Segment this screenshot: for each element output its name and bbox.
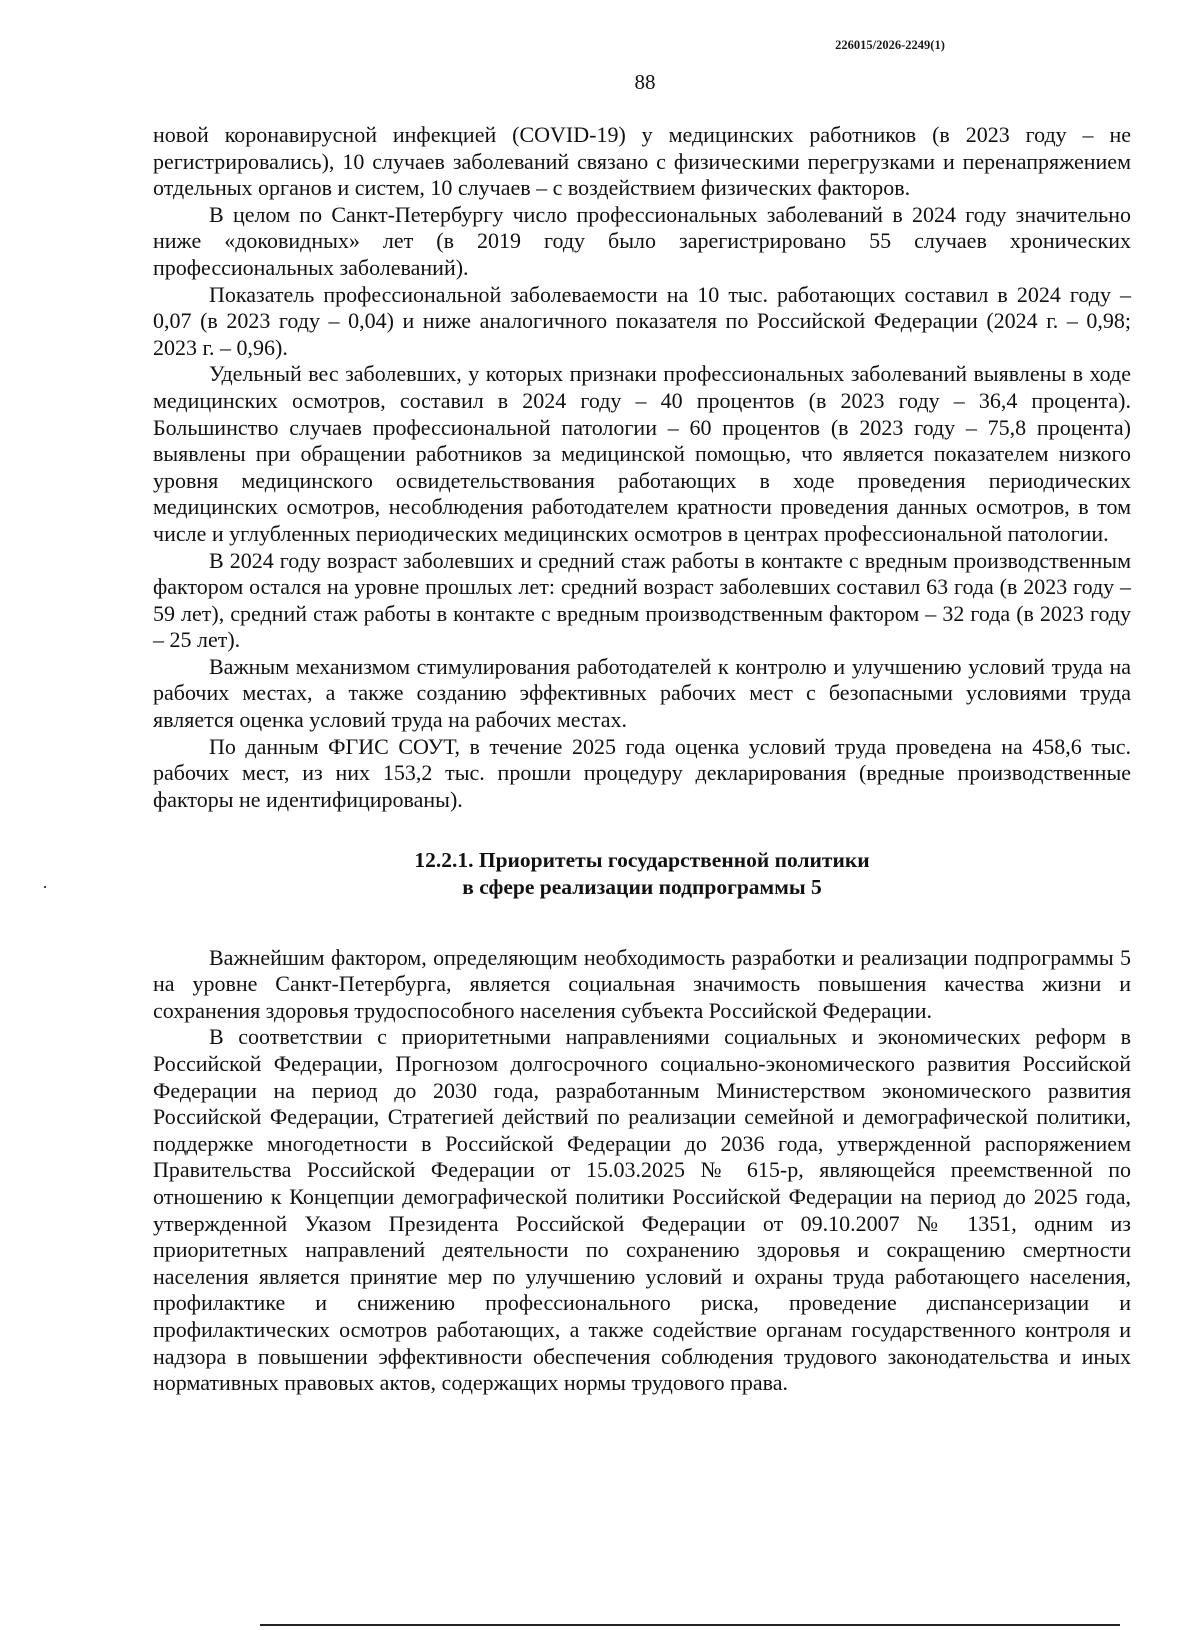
- paragraph: Удельный вес заболевших, у которых признаки профессиональных заболеваний выявлены в ходе медицинских осмотров, составил в 2024 году – 40 процентов (в 2023 году – 36,4 процента). Большинство случаев профессиональной патологии – 60 процентов (в 2023 году – 75,8 процента) выявлены при обращении работников за медицинской помощью, что является показателем низкого уровня медицинского освидетельствования работающих в ходе проведения периодических медицинских осмотров, несоблюдения работодателем кратности проведения данных осмотров, в том числе и углубленных периодических медицинских осмотров в центрах профессиональной патологии.: [153, 361, 1131, 546]
- paragraph: Показатель профессиональной заболеваемости на 10 тыс. работающих составил в 2024 году – 0,07 (в 2023 году – 0,04) и ниже аналогичного показателя по Российской Федерации (2024 г. – 0,98; 2023 г. – 0,96).: [153, 281, 1131, 360]
- scan-speck: [44, 886, 46, 888]
- paragraph: По данным ФГИС СОУТ, в течение 2025 года оценка условий труда проведена на 458,6 тыс. рабочих мест, из них 153,2 тыс. прошли процедуру декларирования (вредные производственные факторы не идентифицированы).: [153, 733, 1131, 812]
- paragraph: В целом по Санкт-Петербургу число профессиональных заболеваний в 2024 году значительно ниже «доковидных» лет (в 2019 году было зарегистрировано 55 случаев хронических профессиональных заболеваний).: [153, 201, 1131, 280]
- paragraph: В 2024 году возраст заболевших и средний стаж работы в контакте с вредным производственным фактором остался на уровне прошлых лет: средний возраст заболевших составил 63 года (в 2023 году – 59 лет), средний стаж работы в контакте с вредным производственным фактором – 32 года (в 2023 году – 25 лет).: [153, 547, 1131, 653]
- document-id: 226015/2026-2249(1): [835, 38, 945, 52]
- paragraph: Важным механизмом стимулирования работодателей к контролю и улучшению условий труда на рабочих местах, а также созданию эффективных рабочих мест с безопасными условиями труда является оценка условий труда на рабочих местах.: [153, 653, 1131, 733]
- section-heading-line: в сфере реализации подпрограммы 5: [462, 875, 822, 900]
- scan-edge-line: [260, 1624, 1120, 1626]
- paragraph: Важнейшим фактором, определяющим необходимость разработки и реализации подпрограммы 5 на уровне Санкт-Петербурга, является социальная значимость повышения качества жизни и сохранения здоровья трудоспособного населения субъекта Российской Федерации.: [153, 944, 1131, 1023]
- text-body: [153, 122, 1131, 1397]
- section-heading: [153, 847, 1131, 900]
- paragraph-continuation: новой коронавирусной инфекцией (COVID-19) у медицинских работников (в 2023 году – не регистрировались), 10 случаев заболеваний связано с физическими перегрузками и перенапряжением отдельных органов и систем, 10 случаев – с воздействием физических факторов.: [153, 122, 1131, 201]
- section-heading-line: 12.2.1. Приоритеты государственной политики: [414, 848, 870, 873]
- page-number: 88: [634, 70, 656, 94]
- paragraph: В соответствии с приоритетными направлениями социальных и экономических реформ в Российской Федерации, Прогнозом долгосрочного социально-экономического развития Российской Федерации на период до 2030 года, разработанным Министерством экономического развития Российской Федерации, Стратегией действий по реализации семейной и демографической политики, поддержке многодетности в Российской Федерации до 2036 года, утвержденной распоряжением Правительства Российской Федерации от 15.03.2025 № 615-р, являющейся преемственной по отношению к Концепции демографической политики Российской Федерации на период до 2025 года, утвержденной Указом Президента Российской Федерации от 09.10.2007 № 1351, одним из приоритетных направлений деятельности по сохранению здоровья и сокращению смертности населения является принятие мер по улучшению условий и охраны труда работающего населения, профилактике и снижению профессионального риска, проведение диспансеризации и профилактических осмотров работающих, а также содействие органам государственного контроля и надзора в повышении эффективности обеспечения соблюдения трудового законодательства и иных нормативных правовых актов, содержащих нормы трудового права.: [153, 1024, 1131, 1396]
